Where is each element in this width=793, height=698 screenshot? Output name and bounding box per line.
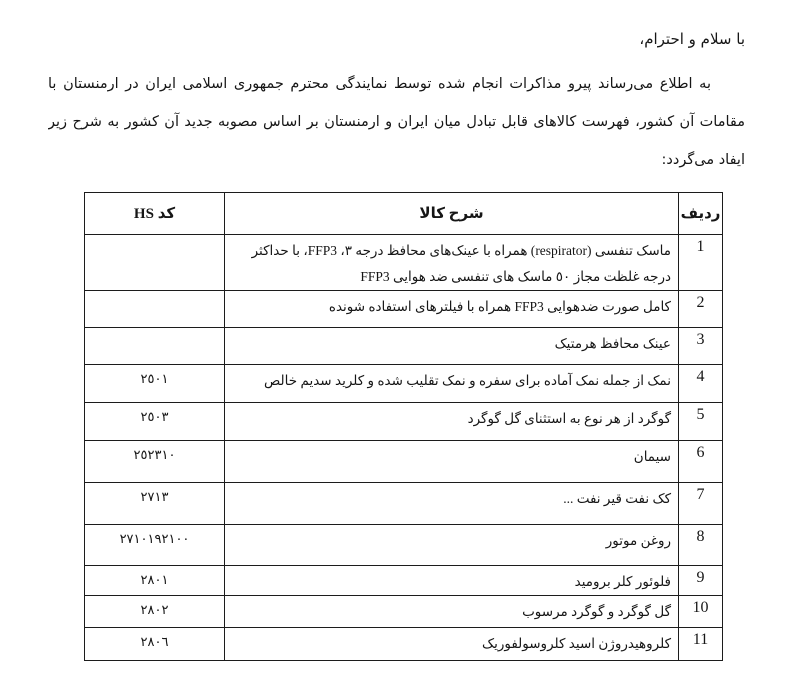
table-row [85, 365, 723, 403]
row-number-cell: 3 [679, 328, 723, 365]
hs-code-cell: ٢٨٠٦ [85, 628, 225, 661]
description-cell: کامل صورت ضدهوایی FFP3 همراه با فیلترهای استفاده شونده [225, 291, 679, 328]
description-cell: گل گوگرد و گوگرد مرسوب [225, 596, 679, 628]
table-row [85, 525, 723, 566]
table-row [85, 628, 723, 661]
table-row [85, 235, 723, 291]
row-number-cell: 4 [679, 365, 723, 403]
salutation: با سلام و احترام، [639, 30, 745, 48]
description-cell: کک نفت قیر نفت ... [225, 483, 679, 525]
table-row [85, 596, 723, 628]
description-cell: فلوئور کلر برومید [225, 566, 679, 596]
row-number-cell: 11 [679, 628, 723, 661]
description-cell: نمک از جمله نمک آماده برای سفره و نمک تقلیب شده و کلرید سدیم خالص [225, 365, 679, 403]
description-cell: کلروهیدروژن اسید کلروسولفوریک [225, 628, 679, 661]
table-row [85, 483, 723, 525]
table-row [85, 441, 723, 483]
description-cell: روغن موتور [225, 525, 679, 566]
description-cell: سیمان [225, 441, 679, 483]
table-row [85, 403, 723, 441]
hs-code-cell: ٢٨٠٢ [85, 596, 225, 628]
hs-code-cell: ٢٨٠١ [85, 566, 225, 596]
hs-code-cell: ٢٧١٣ [85, 483, 225, 525]
description-cell: ماسک تنفسی (respirator) همراه با عینک‌های محافظ درجه ٣، FFP3، با حداکثر درجه غلظت مجاز ٥٠ ماسک های تنفسی ضد هوایی FFP3 [225, 235, 679, 291]
header-hs-code: کد HS [85, 193, 225, 235]
letter-body [48, 65, 745, 179]
row-number-cell: 1 [679, 235, 723, 291]
goods-table [84, 192, 723, 661]
paragraph-line-1: به اطلاع می‌رساند پیرو مذاکرات انجام شده توسط نمایندگی محترم جمهوری اسلامی ایران در ارمنستان با [48, 76, 711, 92]
table-row [85, 566, 723, 596]
row-number-cell: 2 [679, 291, 723, 328]
table-body [85, 235, 723, 661]
hs-code-cell: ٢٧١٠١٩٢١٠٠ [85, 525, 225, 566]
hs-code-cell: ٢٥٠١ [85, 365, 225, 403]
hs-code-cell: ٢٥٠٣ [85, 403, 225, 441]
table-row [85, 291, 723, 328]
hs-code-cell: ٢٥٢٣١٠ [85, 441, 225, 483]
header-row-number: ردیف [679, 193, 723, 235]
description-cell: عینک محافظ هرمتیک [225, 328, 679, 365]
row-number-cell: 8 [679, 525, 723, 566]
paragraph-line-2: مقامات آن کشور، فهرست کالاهای قابل تبادل میان ایران و ارمنستان بر اساس مصوبه جدید آن کشور به شرح زیر [48, 114, 745, 130]
hs-code-cell [85, 328, 225, 365]
row-number-cell: 6 [679, 441, 723, 483]
hs-code-cell [85, 291, 225, 328]
row-number-cell: 9 [679, 566, 723, 596]
header-description: شرح کالا [225, 193, 679, 235]
paragraph-line-3: ایفاد می‌گردد: [661, 152, 745, 168]
row-number-cell: 5 [679, 403, 723, 441]
description-cell: گوگرد از هر نوع به استثنای گل گوگرد [225, 403, 679, 441]
hs-code-cell [85, 235, 225, 291]
table-header-row [85, 193, 723, 235]
table-row [85, 328, 723, 365]
row-number-cell: 10 [679, 596, 723, 628]
row-number-cell: 7 [679, 483, 723, 525]
